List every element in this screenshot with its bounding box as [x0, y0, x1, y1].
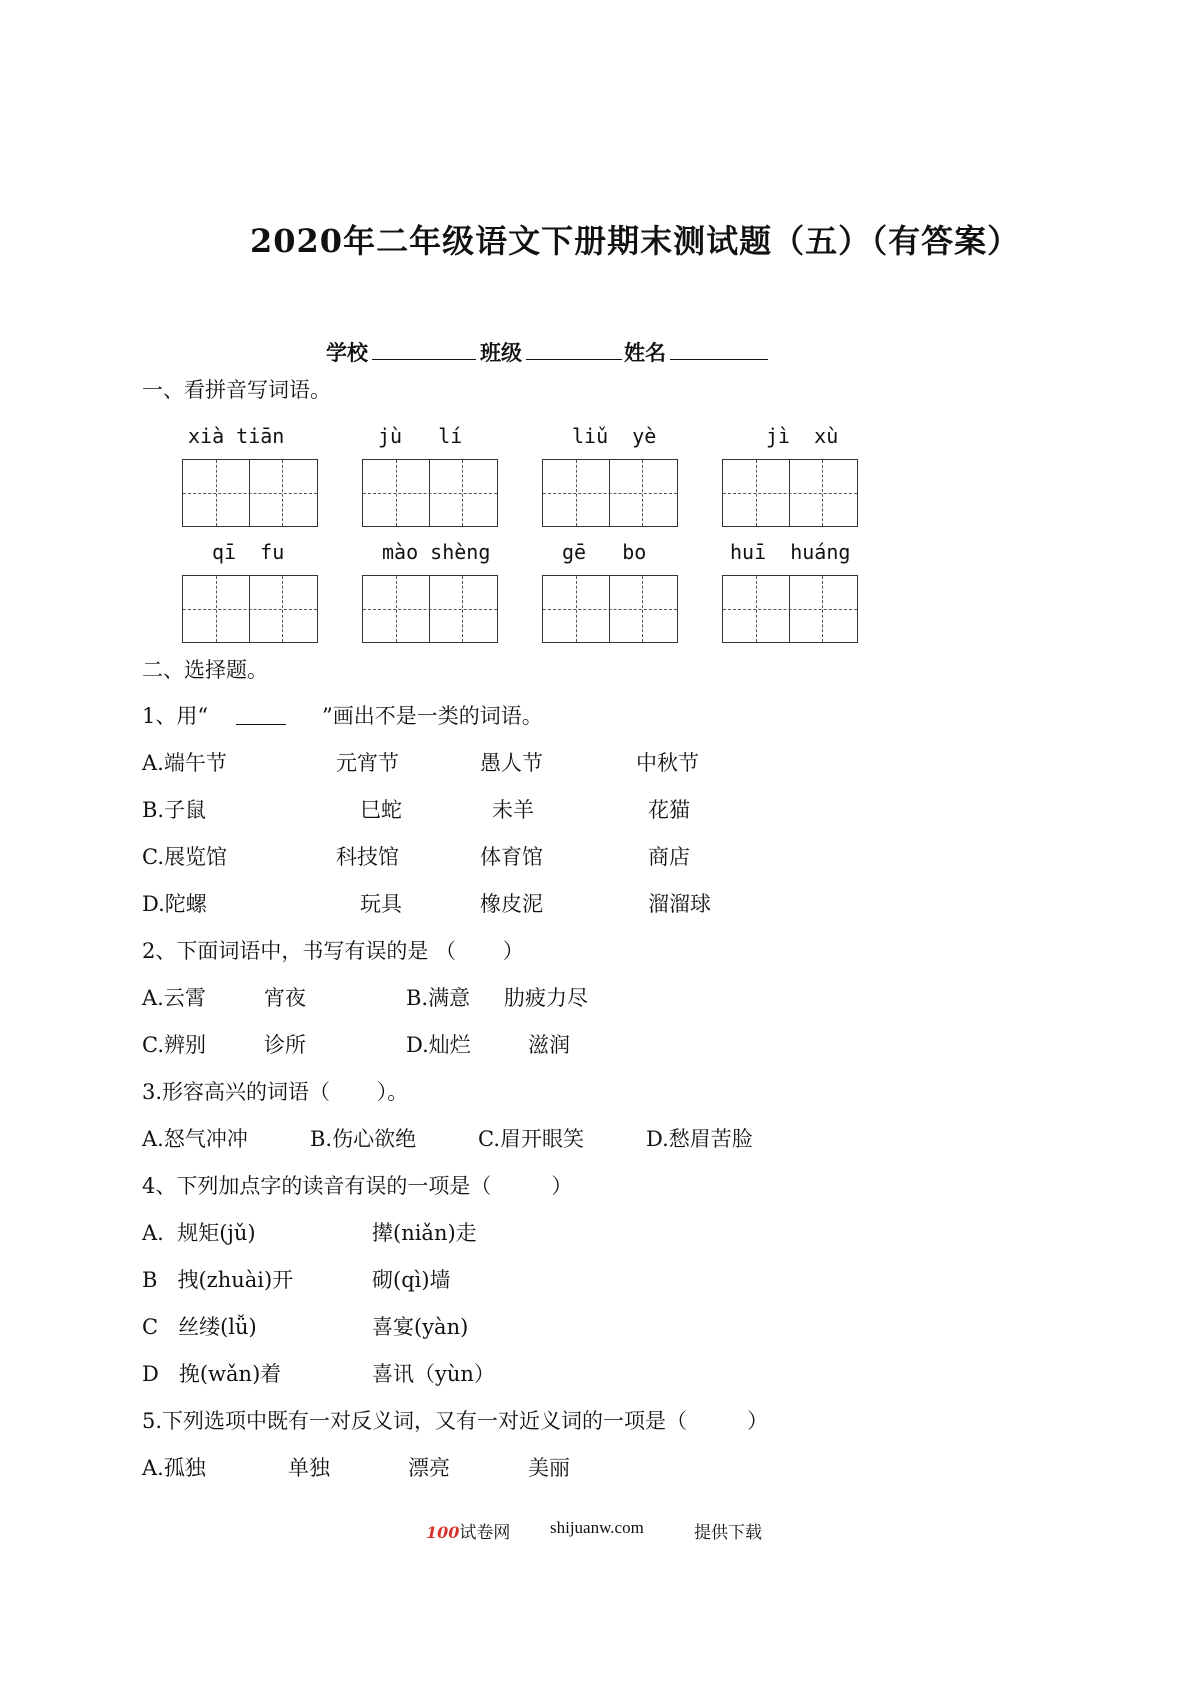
site-name: 试卷网 — [459, 1523, 511, 1543]
option-text: 玩具 — [360, 892, 402, 916]
pinyin-label: huī huáng — [730, 540, 851, 564]
option-text: B.满意 — [406, 986, 471, 1010]
option-text: C.辨别 — [142, 1033, 206, 1057]
option-text: 漂亮 — [408, 1456, 450, 1480]
option-text: C 丝缕(lǚ) — [142, 1315, 257, 1339]
pinyin-label: xià tiān — [188, 424, 285, 448]
option-text: 科技馆 — [336, 845, 399, 869]
option-text: 橡皮泥 — [480, 892, 543, 916]
pinyin-label: liǔ yè — [572, 424, 657, 448]
option-text: A.孤独 — [142, 1456, 206, 1480]
option-text: C.眉开眼笑 — [478, 1127, 584, 1151]
option-text: 喜讯（yùn） — [372, 1362, 495, 1386]
option-text: 单独 — [288, 1456, 330, 1480]
option-text: 撵(niǎn)走 — [372, 1221, 477, 1245]
writing-grid[interactable] — [722, 459, 858, 527]
site-domain[interactable]: shijuanw.com — [550, 1518, 644, 1537]
download-text: 提供下载 — [694, 1523, 762, 1543]
option-text: 中秋节 — [636, 751, 699, 775]
q3-stem: 3.形容高兴的词语（ ）。 — [142, 1080, 409, 1104]
pinyin-label: mào shèng — [382, 540, 491, 564]
option-text: D.愁眉苦脸 — [646, 1127, 753, 1151]
writing-grid[interactable] — [362, 575, 498, 643]
q2-stem: 2、下面词语中，书写有误的是 （ ） — [142, 939, 524, 963]
option-text: 砌(qì)墙 — [372, 1268, 451, 1292]
option-text: 滋润 — [528, 1033, 570, 1057]
option-text: A.端午节 — [142, 751, 227, 775]
q1-stem-end: ”画出不是一类的词语。 — [322, 704, 543, 728]
pinyin-label: jù lí — [378, 424, 463, 448]
option-text: 美丽 — [528, 1456, 570, 1480]
writing-grid[interactable] — [542, 575, 678, 643]
option-text: B 拽(zhuài)开 — [142, 1268, 294, 1292]
option-text: A. 规矩(jǔ) — [142, 1221, 256, 1245]
q1-stem-start: 1、用“ — [142, 704, 209, 728]
option-text: 体育馆 — [480, 845, 543, 869]
option-text: D.灿烂 — [406, 1033, 471, 1057]
option-text: C.展览馆 — [142, 845, 227, 869]
option-text: 愚人节 — [480, 751, 543, 775]
option-text: 溜溜球 — [648, 892, 711, 916]
writing-grid[interactable] — [722, 575, 858, 643]
option-text: B.子鼠 — [142, 798, 207, 822]
option-text: A.怒气冲冲 — [142, 1127, 248, 1151]
option-text: D 挽(wǎn)着 — [142, 1362, 282, 1386]
option-text: 宵夜 — [264, 986, 306, 1010]
option-text: 诊所 — [264, 1033, 306, 1057]
footer-brand[interactable] — [426, 1518, 510, 1543]
option-text: D.陀螺 — [142, 892, 207, 916]
site-logo: 100 — [426, 1523, 460, 1542]
name-blank[interactable] — [670, 359, 768, 360]
pinyin-label: gē bo — [562, 540, 647, 564]
option-text: 元宵节 — [336, 751, 399, 775]
q5-stem: 5.下列选项中既有一对反义词，又有一对近义词的一项是（ ） — [142, 1409, 769, 1433]
page-title: 2020年二年级语文下册期末测试题（五）（有答案） — [250, 222, 1021, 260]
option-text: 肋疲力尽 — [504, 986, 588, 1010]
class-label: 班级 — [480, 340, 522, 365]
school-blank[interactable] — [372, 359, 476, 360]
q4-stem: 4、下列加点字的读音有误的一项是（ ） — [142, 1174, 573, 1198]
option-text: 花猫 — [648, 798, 690, 822]
writing-grid[interactable] — [362, 459, 498, 527]
section1-heading: 一、看拼音写词语。 — [142, 378, 331, 402]
underline-sample — [236, 724, 286, 725]
option-text: 巳蛇 — [360, 798, 402, 822]
writing-grid[interactable] — [182, 459, 318, 527]
class-blank[interactable] — [526, 359, 622, 360]
school-label: 学校 — [326, 340, 368, 365]
writing-grid[interactable] — [182, 575, 318, 643]
pinyin-label: qī fu — [212, 540, 285, 564]
section2-heading: 二、选择题。 — [142, 658, 268, 682]
option-text: B.伤心欲绝 — [310, 1127, 417, 1151]
option-text: 未羊 — [492, 798, 534, 822]
option-text: A.云霄 — [142, 986, 206, 1010]
writing-grid[interactable] — [542, 459, 678, 527]
name-label: 姓名 — [624, 340, 666, 365]
pinyin-label: jì xù — [766, 424, 839, 448]
option-text: 喜宴(yàn) — [372, 1315, 469, 1339]
option-text: 商店 — [648, 845, 690, 869]
